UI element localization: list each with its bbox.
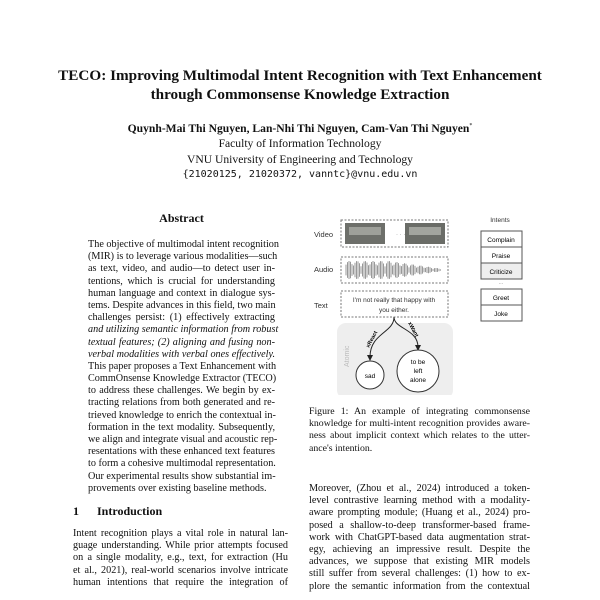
- title-line: through Commonsense Knowledge Extraction: [150, 86, 450, 103]
- atomic-label: Atomic: [344, 345, 351, 367]
- title-line: TECO: Improving Multimodal Intent Recognition with Text Enhancement: [58, 67, 542, 84]
- author-block: [0, 119, 600, 183]
- text-line: and utilizing semantic information from robust: [88, 324, 279, 336]
- text-label: Text: [314, 301, 328, 310]
- audio-waveform: [346, 261, 441, 279]
- section-heading: [73, 504, 162, 519]
- text-line: challenges persist: (1) effectively extracting: [88, 312, 275, 324]
- video-frame-detail: [409, 227, 441, 235]
- paper-title: [0, 66, 600, 104]
- text-line: to address these challenges. We begin by ex-: [88, 385, 275, 397]
- utterance-line: I'm not really that happy with: [352, 297, 436, 304]
- text-line: egy, achieving an impressive result. Despite the: [309, 543, 530, 555]
- text-line: Figure 1: An example of integrating commonsense: [309, 406, 530, 417]
- relation-label: xReact: [365, 330, 380, 349]
- text-line: guage understanding. While prior attempts focused: [73, 540, 288, 552]
- text-line: tems. Despite advances in this field, two main: [88, 299, 276, 311]
- video-frame-detail: [349, 227, 381, 235]
- text-line: human intentions that require the integration of: [73, 576, 288, 588]
- section-number: 1: [73, 504, 79, 518]
- video-label: Video: [314, 230, 334, 239]
- right-column-body: [309, 483, 530, 593]
- email: {21020125, 21020372, vanntc}@vnu.edu.vn: [182, 169, 418, 181]
- node-label: left: [413, 368, 423, 375]
- node-label: alone: [410, 377, 426, 384]
- text-line: advances, we suppose that existing MIR models: [309, 556, 530, 568]
- text-line: ness about implicit context which relates to the utter-: [309, 430, 530, 442]
- intent-label: Greet: [492, 295, 510, 302]
- text-line: we align and integrate visual and acoustic rep-: [88, 434, 278, 445]
- text-line: CommOnsense Knowledge Extractor (TECO): [88, 373, 277, 385]
- text-line: level contrastive learning method with a modality-: [309, 495, 530, 507]
- text-line: human language and context in dialogue sys-: [88, 287, 275, 299]
- text-line: ance's intention.: [309, 442, 373, 454]
- node-label: to be: [410, 359, 426, 366]
- text-line: Intent recognition plays a vital role in natural lan-: [73, 528, 288, 539]
- corresponding-mark: *: [469, 123, 473, 129]
- text-line: Moreover, (Zhou et al., 2024) introduced a token-: [309, 483, 530, 494]
- text-line: This paper proposes a Text Enhancement with: [88, 360, 277, 372]
- figure-1: [300, 205, 540, 395]
- section-title: Introduction: [97, 504, 163, 518]
- text-line: knowledge for multi-intent recognition provides aware-: [309, 418, 530, 430]
- text-line: tracting relations from both generated and re-: [88, 397, 275, 409]
- intent-label: Praise: [491, 253, 511, 260]
- text-line: Our experimental results show substantial im-: [88, 470, 276, 482]
- text-line: The objective of multimodal intent recognition: [88, 239, 279, 250]
- text-line: work with ChatGPT-based data augmentation strat-: [309, 531, 530, 543]
- introduction-body: [73, 528, 288, 589]
- text-line: aware prompting module; (Huang et al., 2024) pro-: [309, 507, 530, 519]
- affiliation: Faculty of Information Technology: [218, 137, 382, 151]
- utterance-line: you either.: [379, 307, 409, 314]
- text-line: (MIR) is to leverage various modalities—such: [88, 251, 278, 263]
- intents-label: Intents: [490, 217, 510, 224]
- text-line: plore the semantic information from the contextual: [309, 580, 530, 592]
- abstract-heading: Abstract: [159, 211, 204, 225]
- intents-list-bottom: [481, 289, 522, 321]
- text-line: still suffer from several challenges: (1) how to ex-: [309, 568, 530, 580]
- authors: [0, 119, 600, 136]
- text-line: provements over existing baseline methods.: [88, 482, 267, 494]
- text-line: posed a shallow-to-deep transformer-based frame-: [309, 519, 530, 531]
- text-line: textual features; (2) aligning and fusing non-: [88, 336, 275, 348]
- text-line: on a single modality, e.g., text, for extraction (Hu: [73, 552, 288, 564]
- author-names: Quynh-Mai Thi Nguyen, Lan-Nhi Thi Nguyen, Cam-Van Thi Nguyen: [127, 121, 470, 135]
- relation-label: xWant: [406, 321, 420, 339]
- intents-ellipsis: ...: [498, 280, 504, 286]
- text-line: tentions, which is crucial for understanding: [88, 275, 275, 287]
- text-line: trieved knowledge to enrich the contextual in-: [88, 409, 276, 421]
- intent-label: Complain: [487, 237, 515, 244]
- intent-label: Criticize: [489, 269, 513, 276]
- text-line: resentations with these enhanced text features: [88, 446, 275, 458]
- text-line: verbal modalities with verbal ones effectively.: [88, 348, 275, 360]
- text-line: as text, video, and audio—to detect user in-: [88, 263, 275, 275]
- text-line: formation in the text modality. Subsequently,: [88, 421, 275, 433]
- abstract-body: [88, 239, 279, 495]
- text-line: et al., 2021), real-world scenarios involve intricate: [73, 564, 288, 576]
- affiliation: VNU University of Engineering and Technology: [187, 152, 413, 166]
- figure-caption: [309, 406, 530, 455]
- video-ellipsis: · · ·: [396, 232, 406, 238]
- intents-list-top: [481, 231, 522, 279]
- node-label: sad: [364, 373, 376, 380]
- text-line: to form a cohesive multimodal representation.: [88, 458, 276, 470]
- audio-label: Audio: [314, 265, 334, 274]
- intent-label: Joke: [494, 311, 508, 318]
